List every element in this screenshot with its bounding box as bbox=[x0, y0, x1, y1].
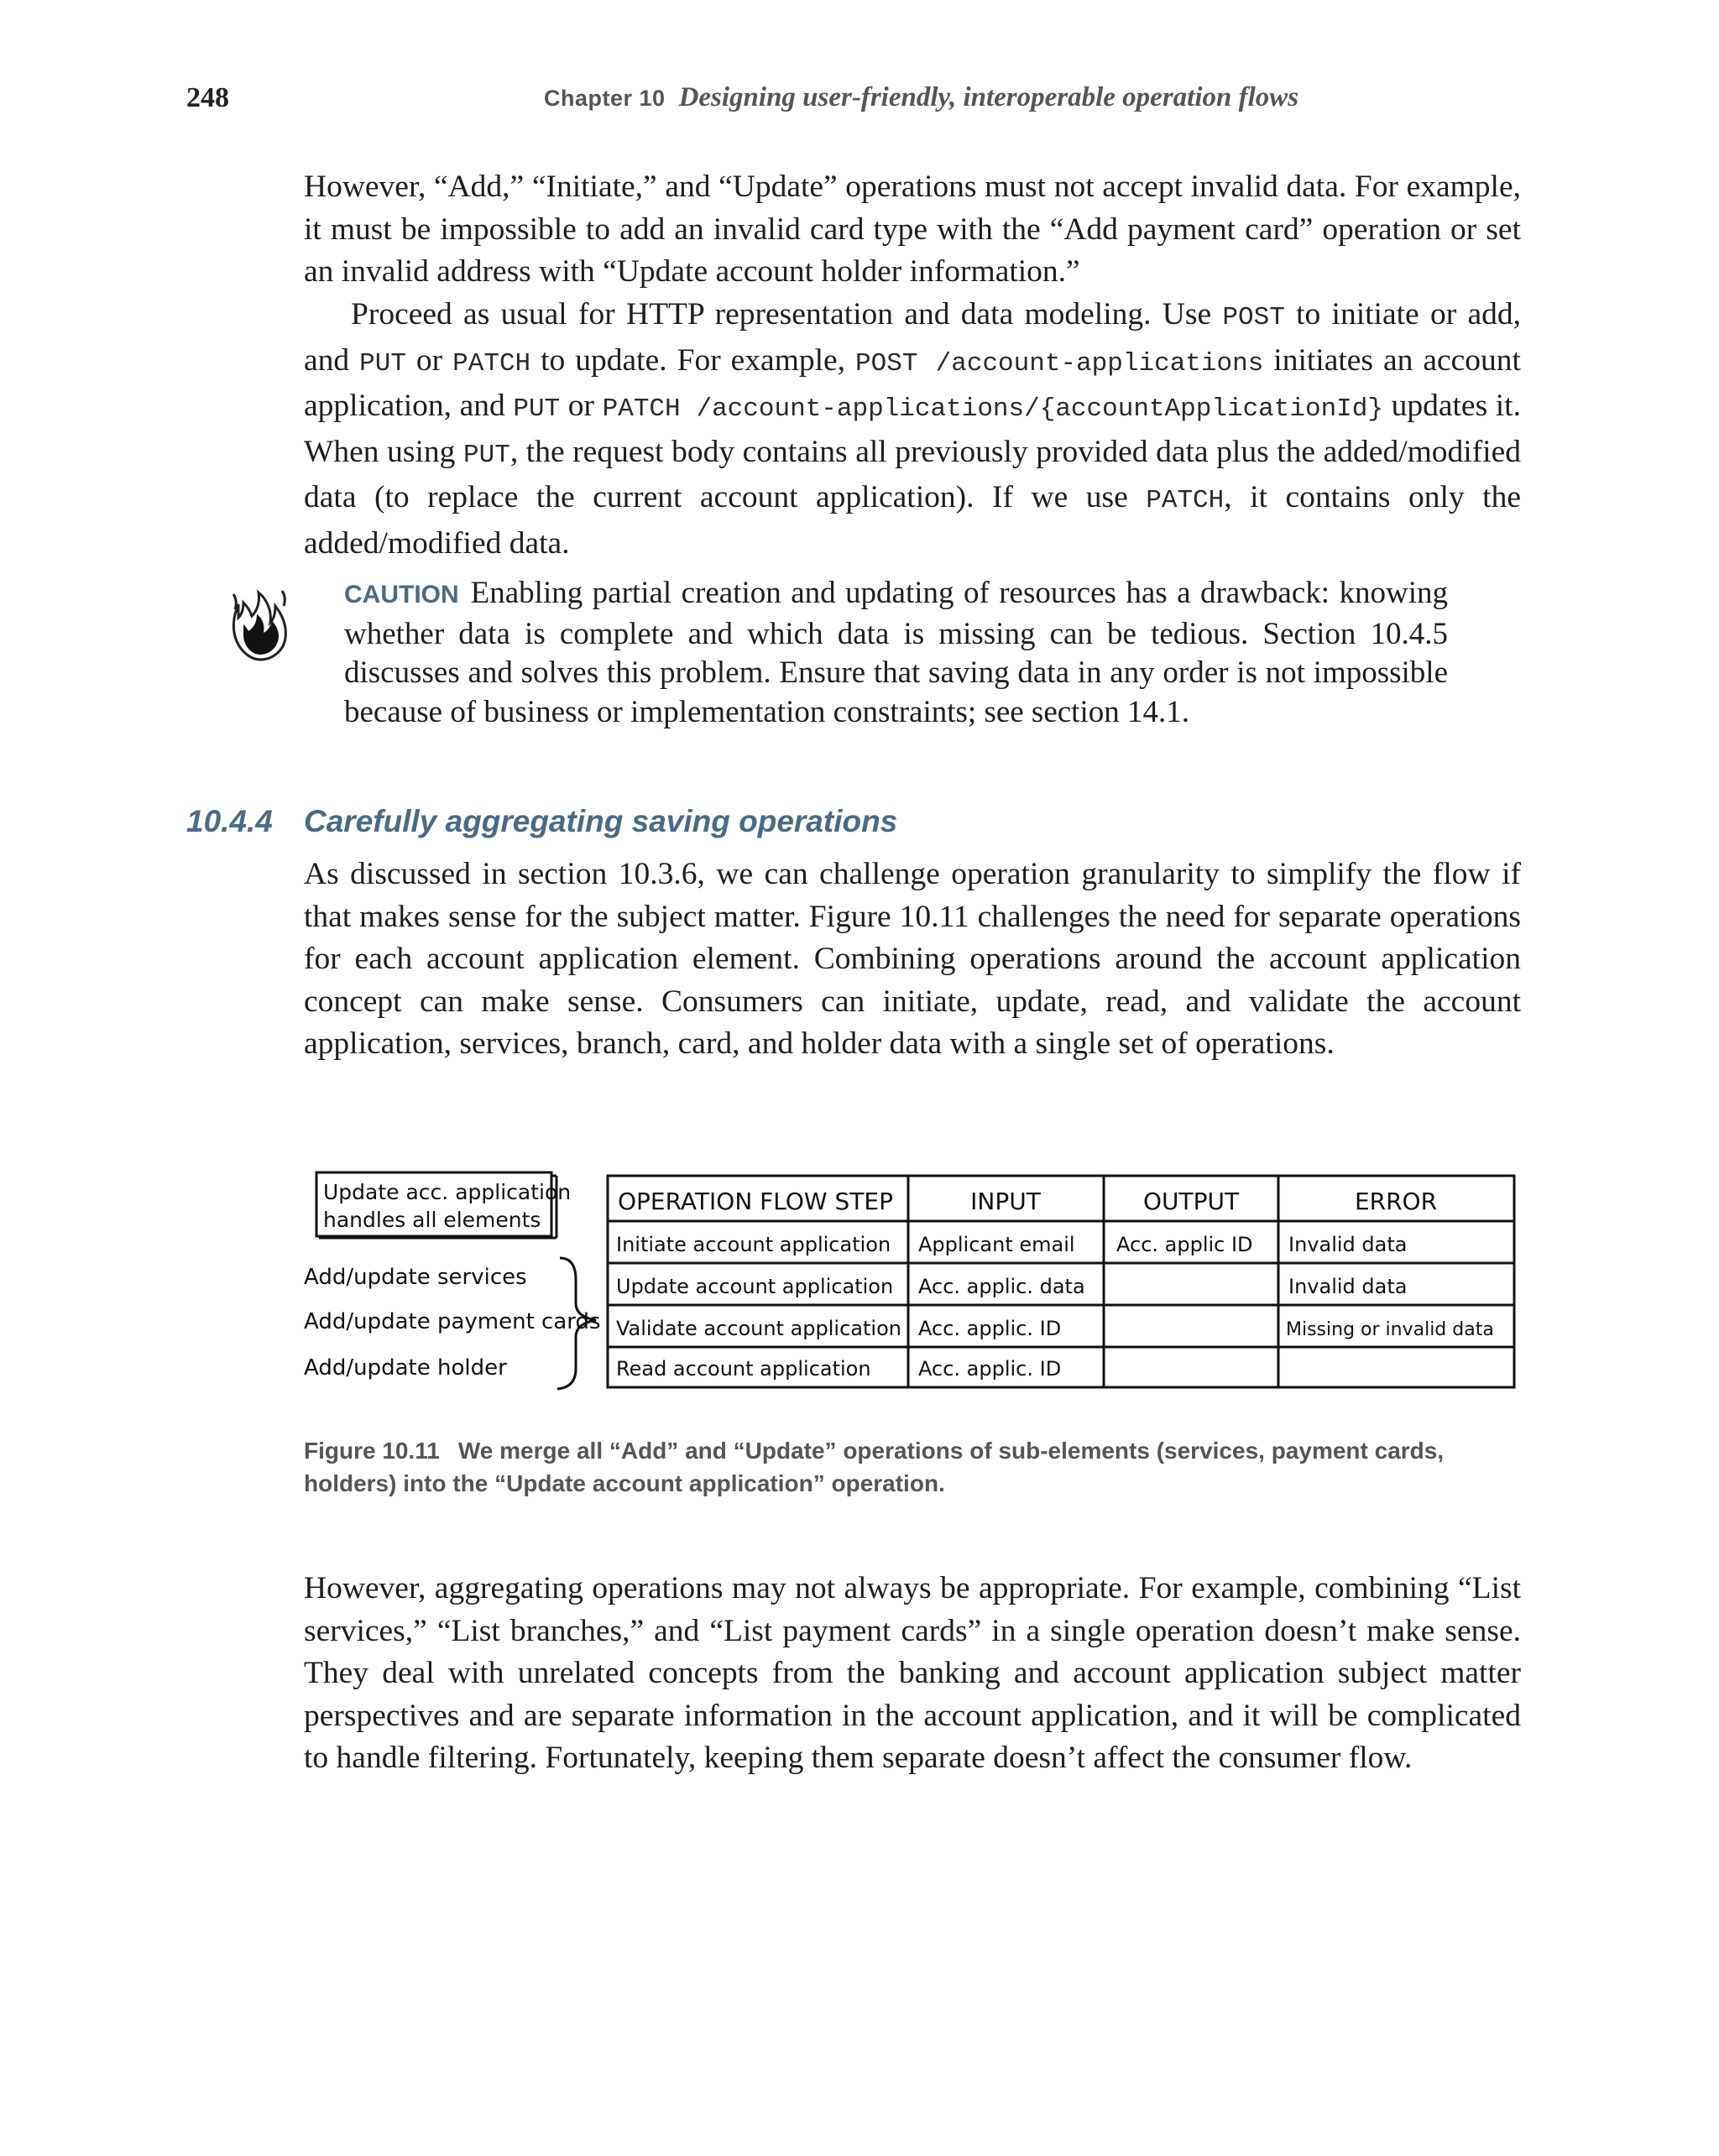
cell-input: Acc. applic. ID bbox=[918, 1357, 1062, 1381]
caption-text: We merge all “Add” and “Update” operations of sub-elements (services, payment cards, holders) into the “Update account application” operation. bbox=[304, 1438, 1445, 1496]
merged-op-services: Add/update services bbox=[304, 1265, 527, 1290]
col-header-step: OPERATION FLOW STEP bbox=[618, 1188, 893, 1215]
caution-text: Enabling partial creation and updating of resources has a drawback: knowing whether data is complete and which data is missing can be tedious. Section 10.4.5 discusses and solves this problem. Ensure that saving data in any order is not impossible because of business or implementation constraints; see section 14.1. bbox=[344, 576, 1448, 729]
code-put: PUT bbox=[359, 348, 406, 378]
p2-text-6: or bbox=[560, 389, 603, 423]
caution-note bbox=[344, 574, 1448, 732]
code-patch-endpoint: PATCH /account-applications/{accountApplicationId} bbox=[602, 394, 1383, 424]
code-post: POST bbox=[1222, 303, 1285, 332]
merged-op-holder: Add/update holder bbox=[304, 1355, 507, 1381]
code-patch-2: PATCH bbox=[1146, 486, 1225, 515]
figure-caption bbox=[304, 1434, 1525, 1500]
chapter-label: Chapter 10 bbox=[544, 86, 666, 111]
code-patch: PATCH bbox=[452, 348, 531, 378]
p2-text-1: Proceed as usual for HTTP representation and data modeling. Use bbox=[351, 297, 1223, 331]
code-put-3: PUT bbox=[463, 440, 510, 470]
col-header-error: ERROR bbox=[1354, 1188, 1438, 1215]
cell-error: Invalid data bbox=[1288, 1275, 1408, 1298]
p2-text-7: updates it. When using bbox=[304, 389, 1521, 469]
cell-output: Acc. applic ID bbox=[1116, 1233, 1253, 1256]
cell-step: Initiate account application bbox=[616, 1233, 891, 1256]
paragraph-3: As discussed in section 10.3.6, we can challenge operation granularity to simplify the flow if that makes sense for the subject matter. Figure 10.11 challenges the need for separate operations for each account application element. Combining operations around the account application concept can make sense. Consumers can initiate, update, read, and validate the account application, services, branch, card, and holder data with a single set of operations. bbox=[304, 857, 1521, 1061]
p2-text-9: , it contains only the added/modified data. bbox=[304, 480, 1521, 561]
col-header-output: OUTPUT bbox=[1142, 1188, 1240, 1215]
chapter-title: Designing user-friendly, interoperable operation flows bbox=[678, 82, 1299, 112]
merged-op-payment-cards: Add/update payment cards bbox=[304, 1309, 601, 1334]
fire-icon bbox=[227, 586, 292, 666]
p2-text-8: , the request body contains all previously provided data plus the added/modified data (to replace the current account application). If we use bbox=[304, 434, 1521, 514]
col-header-input: INPUT bbox=[970, 1188, 1041, 1215]
p2-text-5: initiates an account application, and bbox=[304, 342, 1521, 423]
section-number: 10.4.4 bbox=[186, 804, 273, 838]
p2-text-4: to update. For example, bbox=[530, 342, 856, 378]
note-line-2: handles all elements bbox=[323, 1208, 541, 1232]
p2-text-3: or bbox=[405, 342, 453, 378]
code-put-2: PUT bbox=[513, 394, 561, 424]
cell-error: Missing or invalid data bbox=[1286, 1319, 1494, 1340]
code-post-endpoint: POST /account-applications bbox=[855, 348, 1264, 378]
caution-label: CAUTION bbox=[344, 581, 459, 608]
section-title: Carefully aggregating saving operations bbox=[304, 804, 898, 838]
p2-text-2: to initiate or add, and bbox=[304, 297, 1522, 378]
page-number: 248 bbox=[186, 82, 229, 113]
paragraph-1: However, “Add,” “Initiate,” and “Update” operations must not accept invalid data. For example, it must be impossible to add an invalid card type with the “Add payment card” operation or set an invalid address with “Update account holder information.” bbox=[304, 170, 1521, 289]
figure-number: Figure 10.11 bbox=[304, 1438, 440, 1464]
cell-input: Acc. applic. data bbox=[918, 1275, 1085, 1298]
running-head bbox=[544, 82, 1298, 113]
cell-input: Applicant email bbox=[918, 1233, 1075, 1256]
paragraph-2 bbox=[304, 294, 1521, 565]
cell-input: Acc. applic. ID bbox=[918, 1317, 1062, 1340]
figure-operation-table bbox=[295, 1162, 1529, 1414]
cell-error: Invalid data bbox=[1288, 1233, 1408, 1256]
cell-step: Validate account application bbox=[616, 1317, 901, 1340]
cell-step: Update account application bbox=[616, 1275, 894, 1298]
note-line-1: Update acc. application bbox=[323, 1180, 572, 1204]
paragraph-4: However, aggregating operations may not always be appropriate. For example, combining “List services,” “List branches,” and “List payment cards” in a single operation doesn’t make sense. They deal with unrelated concepts from the banking and account application subject matter perspectives and are separate information in the account application, and it will be complicated to handle filtering. Fortunately, keeping them separate doesn’t affect the consumer flow. bbox=[304, 1571, 1521, 1775]
cell-step: Read account application bbox=[616, 1357, 871, 1381]
